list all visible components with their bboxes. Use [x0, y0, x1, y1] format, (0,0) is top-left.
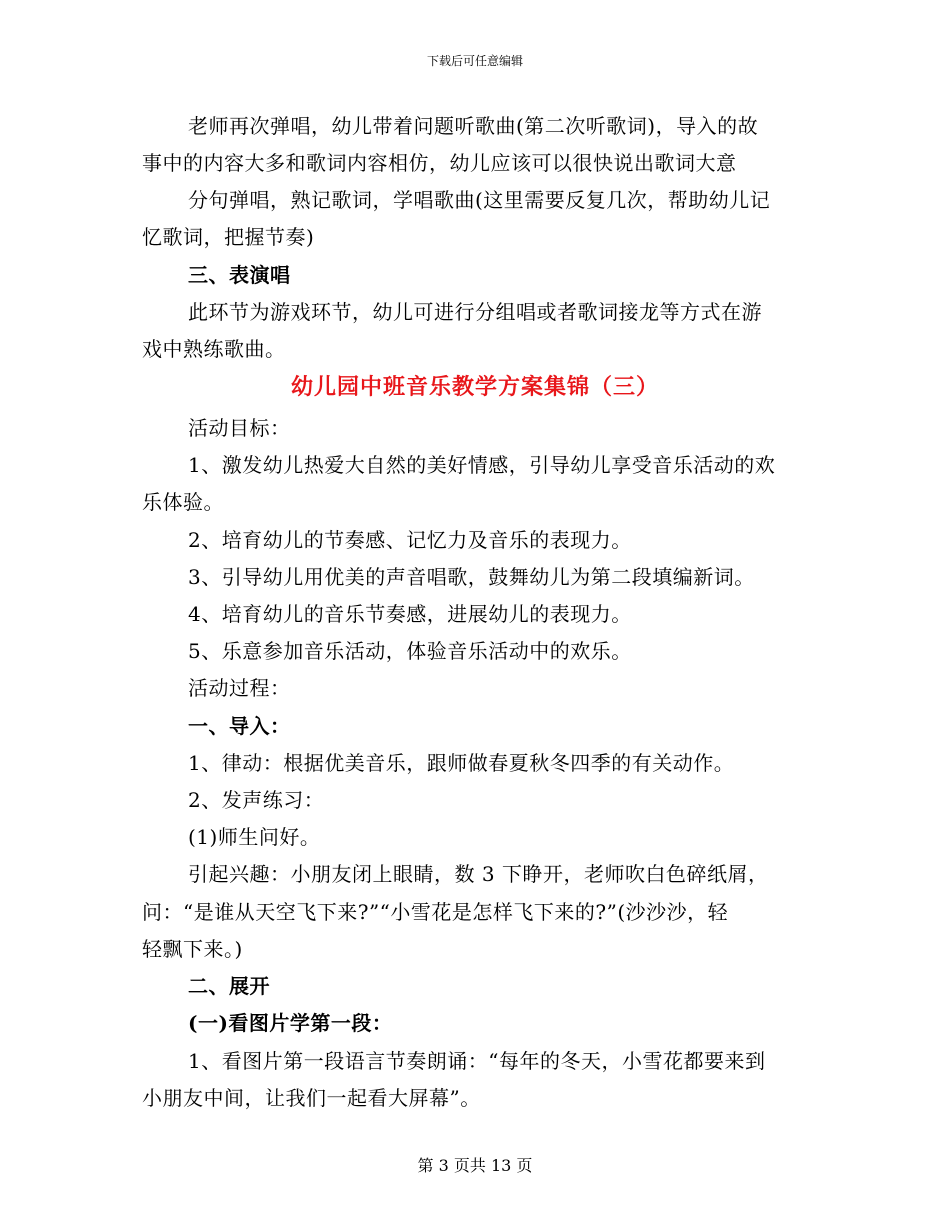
- paragraph-line: 1、激发幼儿热爱大自然的美好情感，引导幼儿享受音乐活动的欢: [188, 453, 776, 477]
- subsection-heading: (一)看图片学第一段：: [188, 1011, 393, 1035]
- paragraph-line: 分句弹唱，熟记歌词，学唱歌曲(这里需要反复几次，帮助幼儿记: [188, 188, 771, 212]
- section-heading: 二、展开: [188, 974, 270, 998]
- paragraph-line: 此环节为游戏环节，幼儿可进行分组唱或者歌词接龙等方式在游: [188, 300, 762, 324]
- paragraph-line: 老师再次弹唱，幼儿带着问题听歌曲(第二次听歌词)，导入的故: [188, 114, 759, 138]
- paragraph-line: 5、乐意参加音乐活动，体验音乐活动中的欢乐。: [188, 639, 632, 663]
- paragraph-line: 小朋友中间，让我们一起看大屏幕”。: [142, 1086, 481, 1110]
- paragraph-line: 1、看图片第一段语言节奏朗诵：“每年的冬天，小雪花都要来到: [188, 1049, 766, 1073]
- paragraph-line: 戏中熟练歌曲。: [142, 337, 286, 361]
- page-footer: 第 3 页共 13 页: [417, 1156, 533, 1175]
- paragraph-line: 3、引导幼儿用优美的声音唱歌，鼓舞幼儿为第二段填编新词。: [188, 565, 755, 589]
- paragraph-line: 忆歌词，把握节奏): [142, 225, 315, 249]
- section-heading: 一、导入：: [188, 714, 291, 738]
- paragraph-line: 引起兴趣：小朋友闭上眼睛，数 3 下睁开，老师吹白色碎纸屑，: [188, 862, 769, 886]
- paragraph-line: 轻飘下来。): [142, 937, 243, 961]
- paragraph-line: 活动过程：: [188, 676, 291, 700]
- paragraph-line: 乐体验。: [142, 490, 224, 514]
- paragraph-line: (1)师生问好。: [188, 825, 321, 849]
- paragraph-line: 4、培育幼儿的音乐节奏感，进展幼儿的表现力。: [188, 602, 632, 626]
- paragraph-line: 活动目标：: [188, 416, 291, 440]
- paragraph-line: 2、发声练习：: [188, 788, 325, 812]
- page-header: 下载后可任意编辑: [426, 54, 523, 68]
- document-title: 幼儿园中班音乐教学方案集锦（三）: [290, 374, 659, 400]
- paragraph-line: 2、培育幼儿的节奏感、记忆力及音乐的表现力。: [188, 528, 632, 552]
- paragraph-line: 问：“是谁从天空飞下来?”“小雪花是怎样飞下来的?”(沙沙沙，轻: [142, 900, 729, 924]
- paragraph-line: 事中的内容大多和歌词内容相仿，幼儿应该可以很快说出歌词大意: [142, 151, 737, 175]
- paragraph-line: 1、律动：根据优美音乐，跟师做春夏秋冬四季的有关动作。: [188, 751, 735, 775]
- section-heading: 三、表演唱: [188, 263, 291, 287]
